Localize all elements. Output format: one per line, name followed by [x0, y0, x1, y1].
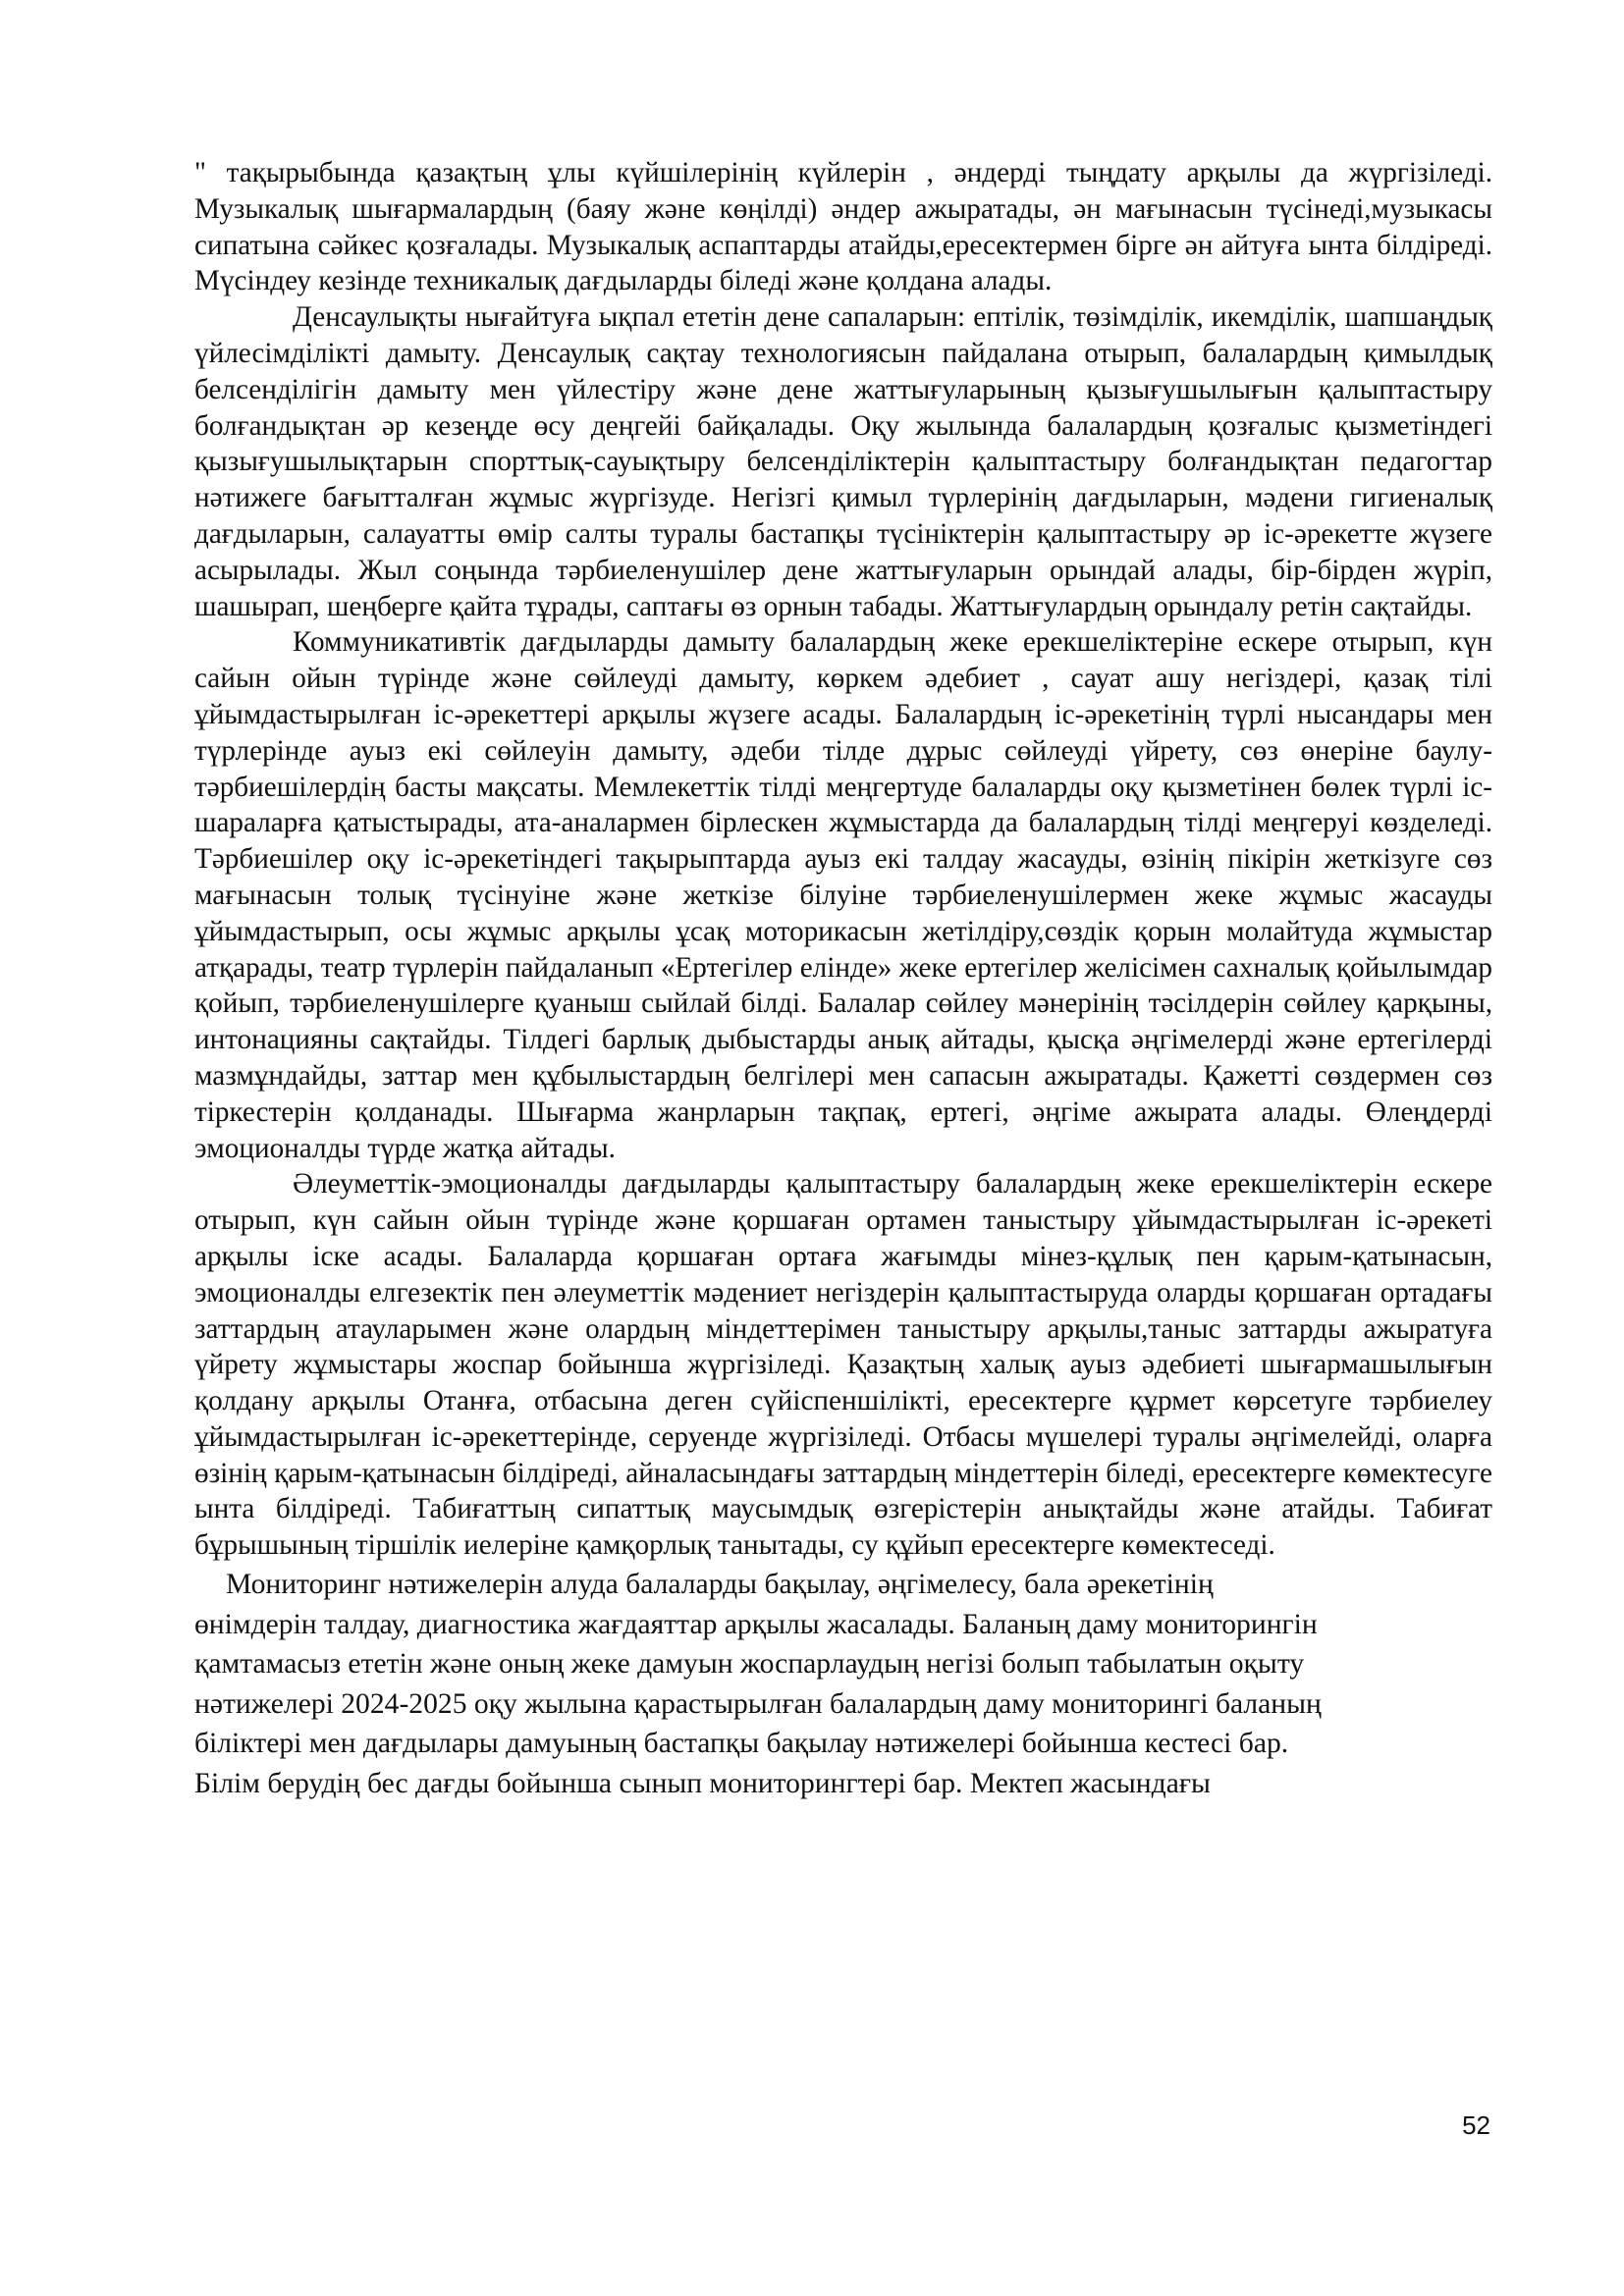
monitoring-line-3: қамтамасыз ететін және оның жеке дамуын жоспарлаудың негізі болып табылатын оқыту: [194, 1648, 1305, 1681]
paragraph-music: " тақырыбында қазақтың ұлы күйшілерінің күйлерін , әндерді тыңдату арқылы да жүргізіледі. Музыкалық шығармалардың (баяу және көңілді) әндер ажыратады, ән мағынасын түсінеді,музыкасы сипатына сәйкес қозғалады. Музыкалық аспаптарды атайды,ересектермен бірге ән айтуға ынта білдіреді. Мүсіндеу кезінде техникалық дағдыларды біледі және қолдана алады.: [194, 157, 1492, 297]
paragraph-social-emotional: Әлеуметтік-эмоционалды дағдыларды қалыптастыру балалардың жеке ерекшеліктерін ескере отырып, күн сайын ойын түрінде және қоршаған ортамен таныстыру ұйымдастырылған іс-әрекеті арқылы іске асады. Балаларда қоршаған ортаға жағымды мінез-құлық пен қарым-қатынасын, эмоционалды елгезектік пен әлеуметтік мәдениет негіздерін қалыптастыруда оларды қоршаған ортадағы заттардың атауларымен және олардың міндеттерімен таныстыру арқылы,таныс заттарды ажыратуға үйрету жұмыстары жоспар бойынша жүргізіледі. Қазақтың халық ауыз әдебиеті шығармашылығын қолдану арқылы Отанға, отбасына деген сүйіспеншілікті, ересектерге құрмет көрсетуге тәрбиелеу ұйымдастырылған іс-әрекеттерінде, серуенде жүргізіледі. Отбасы мүшелері туралы әңгімелейді, оларға өзінің қарым-қатынасын білдіреді, айналасындағы заттардың міндеттерін біледі, ересектерге көмектесуге ынта білдіреді. Табиғаттың сипаттық маусымдық өзгерістерін анықтайды және атайды. Табиғат бұрышының тіршілік иелеріне қамқорлық танытады, су құйып ересектерге көмектеседі.: [194, 1168, 1492, 1562]
monitoring-line-5: біліктері мен дағдылары дамуының бастапқы бақылау нәтижелері бойынша кестесі бар.: [194, 1728, 1289, 1760]
monitoring-line-1: Мониторинг нәтижелерін алуда балаларды бақылау, әңгімелесу, бала әрекетінің: [226, 1569, 1214, 1601]
document-body: [194, 155, 1492, 1803]
monitoring-line-2: өнімдерін талдау, диагностика жағдаяттар арқылы жасалады. Баланың даму мониторингін: [194, 1608, 1318, 1640]
monitoring-line-6: Білім берудің бес дағды бойынша сынып мониторингтері бар. Мектеп жасындағы: [194, 1768, 1211, 1800]
paragraph-health: Денсаулықты нығайтуға ықпал ететін дене сапаларын: ептілік, төзімділік, икемділік, шапшаңдық үйлесімділікті дамыту. Денсаулық сақтау технологиясын пайдалана отырып, балалардың қимылдық белсенділігін дамыту мен үйлестіру және дене жаттығуларының қызығушылығын қалыптастыру болғандықтан әр кезеңде өсу деңгейі байқалады. Оқу жылында балалардың қозғалыс қызметіндегі қызығушылықтарын спорттық-сауықтыру белсенділіктерін қалыптастыру болғандықтан педагогтар нәтижеге бағытталған жұмыс жүргізуде. Негізгі қимыл түрлерінің дағдыларын, мәдени гигиеналық дағдыларын, салауатты өмір салты туралы бастапқы түсініктерін қалыптастыру әр іс-әрекетте жүзеге асырылады. Жыл соңында тәрбиеленушілер дене жаттығуларын орындай алады, бір-бірден жүріп, шашырап, шеңберге қайта тұрады, саптағы өз орнын табады. Жаттығулардың орындалу ретін сақтайды.: [194, 301, 1492, 622]
monitoring-line-4: нәтижелері 2024-2025 оқу жылына қарастырылған балалардың даму мониторингі баланың: [194, 1687, 1322, 1720]
page-number: 52: [1462, 2110, 1490, 2140]
paragraph-communication: Коммуникативтік дағдыларды дамыту балалардың жеке ерекшеліктеріне ескере отырып, күн сайын ойын түрінде және сөйлеуді дамыту, көркем әдебиет , сауат ашу негіздері, қазақ тілі ұйымдастырылған іс-әрекеттері арқылы жүзеге асады. Балалардың іс-әрекетінің түрлі нысандары мен түрлерінде ауыз екі сөйлеуін дамыту, әдеби тілде дұрыс сөйлеуді үйрету, сөз өнеріне баулу-тәрбиешілердің басты мақсаты. Мемлекеттік тілді меңгертуде балаларды оқу қызметінен бөлек түрлі іс-шараларға қатыстырады, ата-аналармен бірлескен жұмыстарда да балалардың тілді меңгеруі көзделеді. Тәрбиешілер оқу іс-әрекетіндегі тақырыптарда ауыз екі талдау жасауды, өзінің пікірін жеткізуге сөз мағынасын толық түсінуіне және жеткізе білуіне тәрбиеленушілермен жеке жұмыс жасауды ұйымдастырып, осы жұмыс арқылы ұсақ моторикасын жетілдіру,сөздік қорын молайтуда жұмыстар атқарады, театр түрлерін пайдаланып «Ертегілер елінде» жеке ертегілер желісімен сахналық қойылымдар қойып, тәрбиеленушілерге қуаныш сыйлай білді. Балалар сөйлеу мәнерінің тәсілдерін сөйлеу қарқыны, интонацияны сақтайды. Тілдегі барлық дыбыстарды анық айтады, қысқа әңгімелерді және ертегілерді мазмұндайды, заттар мен құбылыстардың белгілері мен сапасын ажыратады. Қажетті сөздермен сөз тіркестерін қолданады. Шығарма жанрларын тақпақ, ертегі, әңгіме ажырата алады. Өлеңдерді эмоционалды түрде жатқа айтады.: [194, 626, 1492, 1164]
